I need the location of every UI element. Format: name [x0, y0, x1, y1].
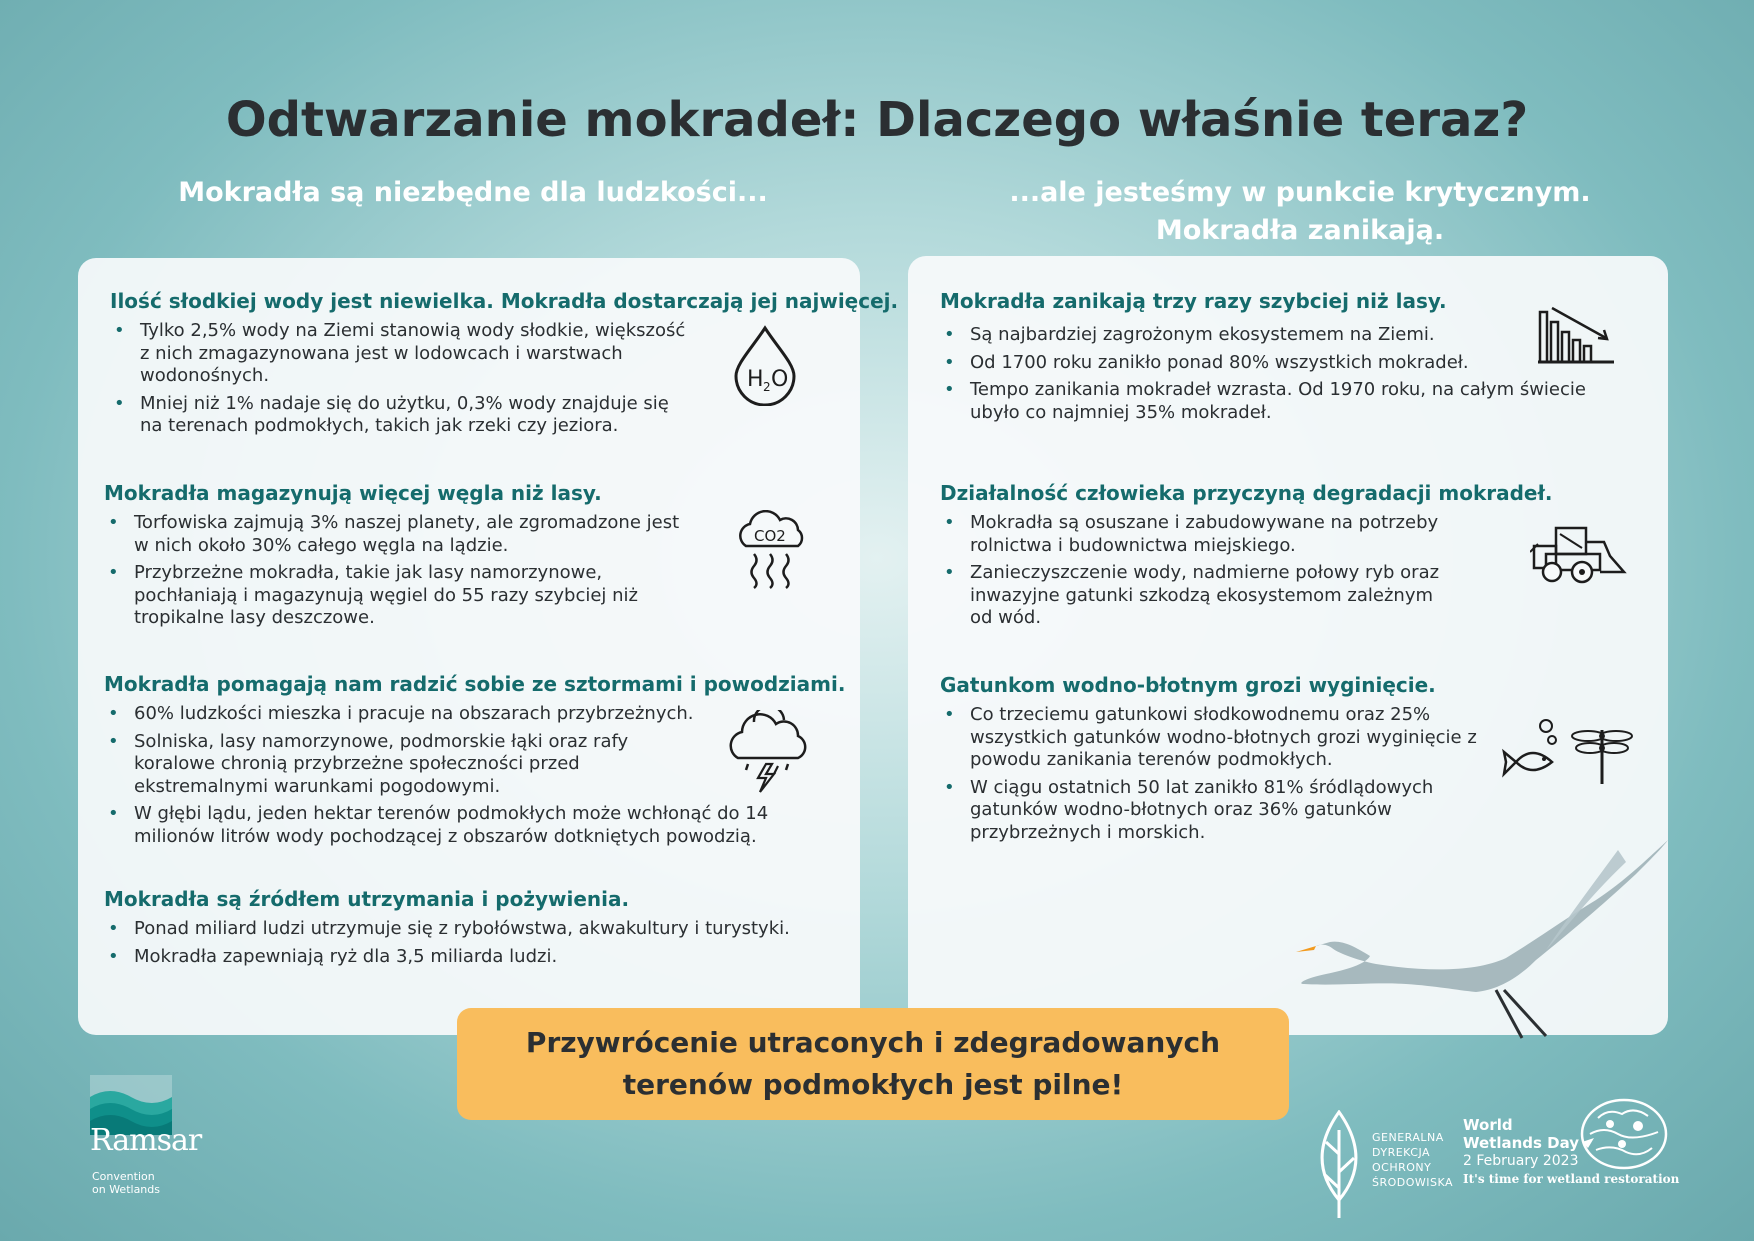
svg-text:O: O [771, 367, 789, 392]
combine-harvester-icon [1530, 524, 1628, 584]
list-item: • Mokradła są osuszane i zabudowywane na potrzeby rolnictwa i budownictwa miejskiego. [940, 512, 1460, 557]
left-panel [78, 258, 899, 1035]
bullet-list [940, 512, 1460, 630]
list-item: • Zanieczyszczenie wody, nadmierne połowy ryb oraz inwazyjne gatunki szkodzą ekosystemom zależnym od wód. [940, 562, 1460, 630]
ramsar-name: Ramsar [90, 1123, 202, 1158]
fish-dragonfly-icon [1502, 718, 1638, 786]
right-heading-line-1: ...ale jesteśmy w punkcie krytycznym. [1009, 177, 1591, 208]
right-heading-line-2: Mokradła zanikają. [1155, 215, 1445, 246]
gdos-name [1372, 1130, 1452, 1190]
ramsar-subtitle-line: Convention [92, 1170, 155, 1183]
list-item: • Solniska, lasy namorzynowe, podmorskie łąki oraz rafy koralowe chronią przybrzeżne społeczności przed ekstremalnymi warunkami pogodowymi. [104, 731, 654, 799]
list-item: • Torfowiska zajmują 3% naszej planety, ale zgromadzone jest w nich około 30% całego węgla na lądzie. [104, 512, 689, 557]
bullet-list [940, 704, 1500, 844]
section-title: Mokradła zanikają trzy razy szybciej niż lasy. [940, 289, 1447, 313]
bullet-list [104, 918, 834, 968]
list-item: • W ciągu ostatnich 50 lat zanikło 81% śródlądowych gatunków wodno-błotnych oraz 36% gatunków przybrzeżnych i morskich. [940, 777, 1500, 845]
ramsar-subtitle-line: on Wetlands [92, 1183, 160, 1196]
water-drop-h2o-icon [730, 324, 800, 406]
page-title: Odtwarzanie mokradeł: Dlaczego właśnie teraz? [225, 92, 1529, 148]
call-to-action-text: Przywrócenie utraconych i zdegradowanych terenów podmokłych jest pilne! [525, 1026, 1221, 1101]
wwd-tagline: It's time for wetland restoration [1463, 1172, 1680, 1186]
section-livelihoods [104, 886, 844, 973]
bullet-list [110, 320, 690, 438]
list-item: • Przybrzeżne mokradła, takie jak lasy namorzynowe, pochłaniają i magazynują węgiel do 55 razy szybciej niż tropikalne lasy deszczowe. [104, 562, 689, 630]
svg-text:H: H [747, 367, 764, 392]
wwd-title-line: Wetlands Day [1463, 1134, 1580, 1152]
list-item: • W głębi lądu, jeden hektar terenów podmokłych może wchłonąć do 14 milionów litrów wody pochodzącej z obszarów dotkniętych powodzią. [104, 803, 834, 848]
storm-cloud-icon [724, 710, 812, 794]
section-title: Mokradła są źródłem utrzymania i pożywienia. [104, 887, 630, 911]
svg-text:CO2: CO2 [754, 527, 786, 545]
section-title: Gatunkom wodno-błotnym grozi wyginięcie. [940, 673, 1436, 697]
declining-bar-chart-icon [1536, 304, 1616, 366]
list-item: • Mniej niż 1% nadaje się do użytku, 0,3% wody znajduje się na terenach podmokłych, takich jak rzeki czy jeziora. [110, 393, 690, 438]
section-title: Mokradła magazynują więcej węgla niż lasy. [104, 481, 602, 505]
list-item: • Mokradła zapewniają ryż dla 3,5 miliarda ludzi. [104, 946, 834, 969]
svg-text:2: 2 [763, 380, 771, 394]
section-title: Mokradła pomagają nam radzić sobie ze sztormami i powodziami. [104, 672, 846, 696]
list-item: • Są najbardziej zagrożonym ekosystemem na Ziemi. [940, 324, 1490, 347]
heron-illustration [1296, 840, 1668, 1040]
bullet-list [104, 512, 689, 630]
globe-emblem-icon [1578, 1098, 1668, 1170]
right-panel [908, 256, 1668, 1035]
left-heading: Mokradła są niezbędne dla ludzkości... [178, 177, 768, 208]
list-item: • Od 1700 roku zanikło ponad 80% wszystkich mokradeł. [940, 352, 1490, 375]
bullet-list [940, 324, 1630, 424]
list-item: • Tempo zanikania mokradeł wzrasta. Od 1970 roku, na całym świecie ubyło co najmniej 35% mokradeł. [940, 379, 1630, 424]
list-item: • Co trzeciemu gatunkowi słodkowodnemu oraz 25% wszystkich gatunków wodno-błotnych grozi wyginięcie z powodu zanikania terenów podmokłych. [940, 704, 1490, 772]
list-item: • 60% ludzkości mieszka i pracuje na obszarach przybrzeżnych. [104, 703, 694, 726]
right-heading [905, 174, 1695, 250]
list-item: • Ponad miliard ludzi utrzymuje się z rybołówstwa, akwakultury i turystyki. [104, 918, 834, 941]
gdos-leaf-icon [1314, 1110, 1364, 1220]
co2-cloud-icon [732, 510, 810, 590]
section-title: Ilość słodkiej wody jest niewielka. Mokradła dostarczają jej najwięcej. [110, 289, 899, 313]
ramsar-subtitle [92, 1170, 212, 1196]
section-title: Działalność człowieka przyczyną degradacji mokradeł. [940, 481, 1553, 505]
gdos-line: GENERALNA [1372, 1131, 1444, 1144]
section-disappearing [940, 288, 1640, 429]
gdos-line: OCHRONY [1372, 1161, 1432, 1174]
wwd-date: 2 February 2023 [1463, 1153, 1579, 1169]
wwd-title-line: World [1463, 1116, 1513, 1134]
list-item: • Tylko 2,5% wody na Ziemi stanowią wody słodkie, większość z nich zmagazynowana jest w lodowcach i warstwach wodonośnych. [110, 320, 690, 388]
call-to-action-banner [457, 1008, 1289, 1120]
gdos-line: ŚRODOWISKA [1372, 1176, 1454, 1189]
gdos-line: DYREKCJA [1372, 1146, 1431, 1159]
